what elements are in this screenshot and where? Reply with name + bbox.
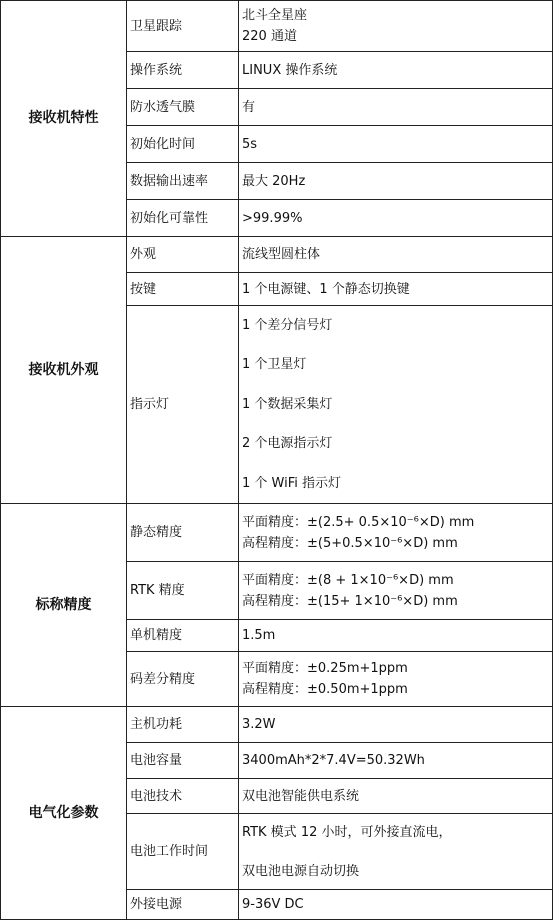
row-label: 外接电源	[127, 890, 239, 920]
section-title-electrical-params: 电气化参数	[1, 707, 127, 920]
row-label: 电池容量	[127, 743, 239, 779]
row-value: >99.99%	[239, 200, 553, 237]
row-value: 1 个电源键、1 个静态切换键	[239, 273, 553, 306]
indicator-item: 1 个 WiFi 指示灯	[242, 475, 341, 491]
table-row	[1, 1, 553, 52]
section-title-receiver-features: 接收机特性	[1, 1, 127, 237]
row-label: 指示灯	[127, 306, 239, 504]
section-title-nominal-accuracy: 标称精度	[1, 504, 127, 707]
row-value: 3.2W	[239, 707, 553, 743]
row-label: 防水透气膜	[127, 89, 239, 126]
section-title-receiver-appearance: 接收机外观	[1, 237, 127, 504]
row-value: 3400mAh*2*7.4V=50.32Wh	[239, 743, 553, 779]
row-value	[239, 306, 553, 504]
row-value: 北斗全星座 220 通道	[239, 1, 553, 52]
row-label: 按键	[127, 273, 239, 306]
row-label: 电池工作时间	[127, 814, 239, 890]
row-label: 外观	[127, 237, 239, 273]
indicator-item: 2 个电源指示灯	[242, 436, 333, 452]
row-value: RTK 模式 12 小时，可外接直流电， 双电池电源自动切换	[239, 814, 553, 890]
row-label: 数据输出速率	[127, 163, 239, 200]
row-label: 单机精度	[127, 620, 239, 652]
row-value: 9-36V DC	[239, 890, 553, 920]
row-value: 平面精度：±(8 + 1×10⁻⁶×D) mm 高程精度：±(15+ 1×10⁻⁶×D) mm	[239, 562, 553, 620]
indicator-item: 1 个数据采集灯	[242, 396, 333, 412]
row-label: 初始化可靠性	[127, 200, 239, 237]
row-value: 有	[239, 89, 553, 126]
row-value: 最大 20Hz	[239, 163, 553, 200]
table-row	[1, 237, 553, 273]
indicator-item: 1 个卫星灯	[242, 357, 307, 373]
row-value: 1.5m	[239, 620, 553, 652]
row-label: 电池技术	[127, 779, 239, 814]
row-value: 5s	[239, 126, 553, 163]
indicator-item: 1 个差分信号灯	[242, 318, 333, 333]
row-value: 双电池智能供电系统	[239, 779, 553, 814]
row-value: 流线型圆柱体	[239, 237, 553, 273]
row-label: 卫星跟踪	[127, 1, 239, 52]
row-label: RTK 精度	[127, 562, 239, 620]
row-label: 初始化时间	[127, 126, 239, 163]
row-label: 静态精度	[127, 504, 239, 562]
row-value: 平面精度：±0.25m+1ppm 高程精度：±0.50m+1ppm	[239, 652, 553, 707]
row-value: 平面精度：±(2.5+ 0.5×10⁻⁶×D) mm 高程精度：±(5+0.5×10⁻⁶×D) mm	[239, 504, 553, 562]
row-label: 码差分精度	[127, 652, 239, 707]
row-value: LINUX 操作系统	[239, 52, 553, 89]
row-label: 操作系统	[127, 52, 239, 89]
row-label: 主机功耗	[127, 707, 239, 743]
table-row	[1, 504, 553, 562]
table-row	[1, 707, 553, 743]
